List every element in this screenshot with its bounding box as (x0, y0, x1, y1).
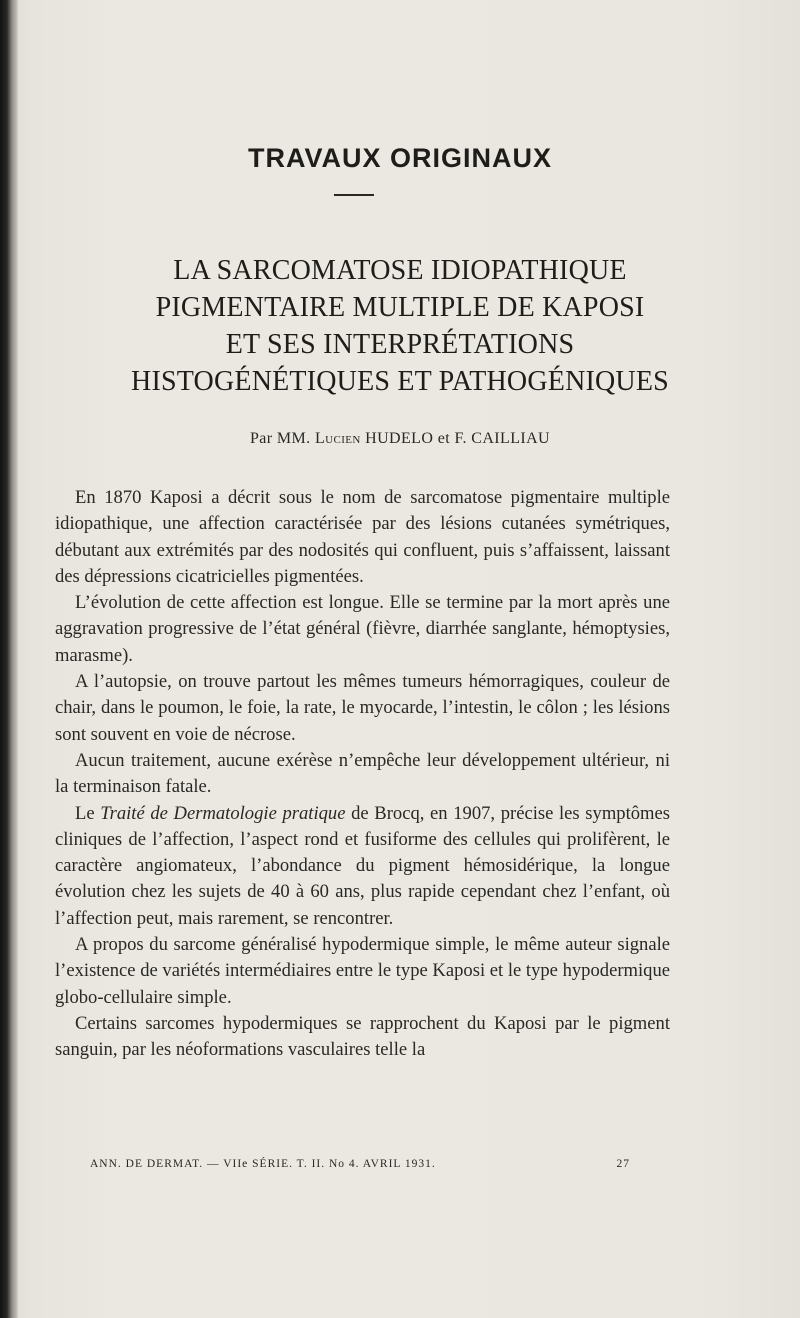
paragraph: Certains sarcomes hypodermiques se rapprochent du Kaposi par le pigment sanguin, par les néoformations vasculaires telle la (55, 1012, 670, 1061)
paragraph: L’évolution de cette affection est longue. Elle se termine par la mort après une aggravation progressive de l’état général (fièvre, diarrhée sanglante, hémoptysies, marasme). (55, 592, 670, 666)
page-footer (90, 1158, 630, 1170)
page-number: 27 (616, 1158, 630, 1170)
article-title (0, 252, 770, 400)
author-first-name: Lucien (314, 430, 361, 447)
page-binding-edge (0, 0, 18, 1318)
paragraph: Aucun traitement, aucune exérèse n’empêche leur développement ultérieur, ni la terminaison fatale. (55, 749, 670, 798)
byline-prefix: Par MM. (249, 430, 315, 447)
paragraph (55, 801, 670, 932)
paragraph-text: Le (75, 802, 101, 824)
paragraph: En 1870 Kaposi a décrit sous le nom de sarcomatose pigmentaire multiple idiopathique, une affection caractérisée par des lésions cutanées symétriques, débutant aux extrémités par des nodosités qui confluent, puis s’affaissent, laissant des dépressions cicatricielles pigmentées. (55, 487, 670, 587)
section-heading: TRAVAUX ORIGINAUX (247, 143, 552, 173)
article-title-line: PIGMENTAIRE MULTIPLE DE KAPOSI (155, 292, 645, 323)
article-title-line: LA SARCOMATOSE IDIOPATHIQUE (173, 255, 627, 286)
cited-work-title: Traité de Dermatologie pratique (100, 802, 346, 824)
author-names: HUDELO et F. CAILLIAU (360, 430, 551, 447)
article-body (55, 485, 670, 1064)
heading-rule (334, 194, 374, 196)
article-title-line: HISTOGÉNÉTIQUES ET PATHOGÉNIQUES (131, 366, 669, 397)
paragraph: A l’autopsie, on trouve partout les mêmes tumeurs hémorragiques, couleur de chair, dans le poumon, le foie, la rate, le myocarde, l’intestin, le côlon ; les lésions sont souvent en voie de nécrose. (55, 671, 670, 745)
journal-citation: ANN. DE DERMAT. — VIIe SÉRIE. T. II. No 4. AVRIL 1931. (90, 1158, 436, 1170)
paragraph: A propos du sarcome généralisé hypodermique simple, le même auteur signale l’existence de variétés intermédiaires entre le type Kaposi et le type hypodermique globo-cellulaire simple. (55, 934, 670, 1008)
paragraph-text: de Brocq, en 1907, précise les symptômes cliniques de l’affection, l’aspect rond et fusiforme des cellules qui prolifèrent, le caractère angiomateux, l’abondance du pigment hémosidérique, la longue évolution chez les sujets de 40 à 60 ans, plus rapide cependant chez l’enfant, où l’affection peut, mais rarement, se rencontrer. (55, 802, 671, 929)
author-byline (0, 430, 780, 448)
article-title-line: ET SES INTERPRÉTATIONS (225, 329, 575, 360)
